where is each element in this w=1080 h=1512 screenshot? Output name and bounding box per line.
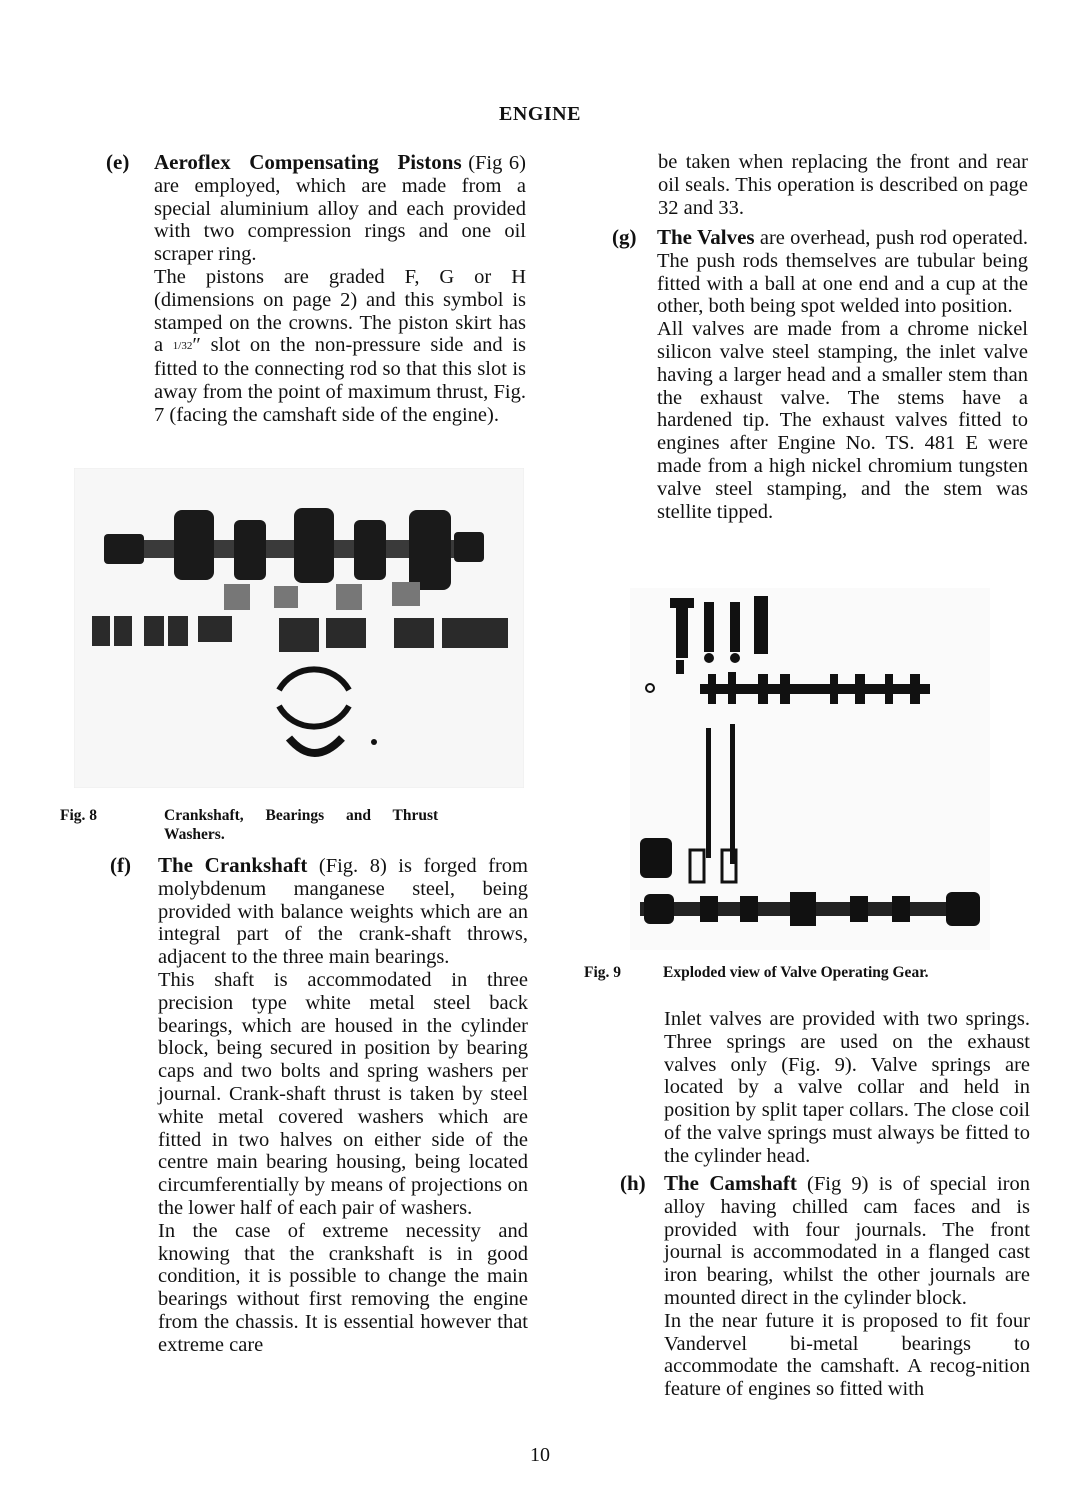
section-f-continued [658, 151, 1028, 219]
section-g-title: The Valves [657, 225, 755, 249]
section-g-label: (g) [612, 225, 637, 249]
section-f-text1: (Fig. 8) is forged from molybdenum manganese steel, being provided with balance weights which are an integral part of the crank-shaft throws, adjacent to the three main bearings. [158, 855, 528, 969]
page-header: ENGINE [499, 103, 581, 125]
section-e-fraction: 1/32 [172, 340, 193, 353]
page-number: 10 [530, 1444, 550, 1466]
section-f-continued-text: be taken when replacing the front and rear oil seals. This operation is described on page 32 and 33. [658, 151, 1028, 219]
section-h-text1: (Fig 9) is of special iron alloy having chilled cam faces and is provided with four journals. The front journal is accommodated in a flanged cast iron bearing, whilst the other journals are mounted direct in the cylinder block. [664, 1173, 1030, 1309]
valve-gear-figure [630, 588, 990, 950]
fig9-number: Fig. 9 [584, 964, 622, 981]
section-f-text3: In the case of extreme necessity and knowing that the crankshaft is in good condition, it is possible to change the main bearings without first removing the engine from the chassis. It is essential however that extreme care [158, 1219, 528, 1356]
section-e-text2-after: ″ slot on the non-pressure side and is fitted to the connecting rod so that this slot is away from the point of maximum thrust, Fig. 7 (facing the camshaft side of the engine). [154, 334, 526, 426]
fig8-caption-text: Crankshaft, Bearings and Thrust Washers. [164, 807, 439, 843]
section-g-text2: All valves are made from a chrome nickel silicon valve steel stamping, the inlet valve having a larger head and a smaller stem than the exhaust valve. The stems have a hardened tip. The exhaust valves fitted to engines after Engine No. TS. 481 E were made from a high nickel chromium tungsten valve steel stamping, and the stem was stellite tipped. [657, 318, 1028, 523]
section-g-continued [664, 1008, 1030, 1168]
section-f-label: (f) [110, 853, 131, 877]
section-h-title: The Camshaft [664, 1171, 797, 1195]
section-g-text1: are overhead, push rod operated. The push rods themselves are tubular being fitted with a ball at one end and a cup at the other, both being spot welded into position. [657, 227, 1028, 318]
section-e-label: (e) [106, 150, 130, 174]
fig9-caption-text: Exploded view of Valve Operating Gear. [663, 964, 929, 981]
section-h-label: (h) [620, 1171, 646, 1195]
section-f-text2: This shaft is accommodated in three precision type white metal steel back bearings, which are housed in the cylinder block, being secured in position by bearing caps and two bolts and spring washers per journal. Crank-shaft thrust is taken by steel white metal covered washers which are fitted in two halves on either side of the centre main bearing housing, being located circumferentially by means of projections on the lower half of each pair of washers. [158, 968, 528, 1219]
section-h-text2: In the near future it is proposed to fit four Vandervel bi-metal bearings to accommodate the camshaft. A recog-nition feature of engines so fitted with [664, 1309, 1030, 1401]
crankshaft-figure [74, 468, 524, 788]
section-g-continued-text: Inlet valves are provided with two springs. Three springs are used on the exhaust valves only (Fig. 9). Valve springs are located by a valve collar and held in position by split taper collars. The close coil of the valve springs must always be fitted to the cylinder head. [664, 1008, 1030, 1167]
fig8-number: Fig. 8 [60, 807, 98, 824]
section-f-title: The Crankshaft [158, 853, 308, 877]
section-e-title: Aeroflex Compensating Pistons [154, 150, 462, 174]
section-e-text1: (Fig 6) are employed, which are made from a special aluminium alloy and each provided with two compression rings and one oil scraper ring. [154, 152, 527, 266]
section-e-text2: The pistons are graded F, G or H (dimensions on page 2) and this symbol is stamped on the crowns. The piston skirt has a [154, 265, 526, 357]
